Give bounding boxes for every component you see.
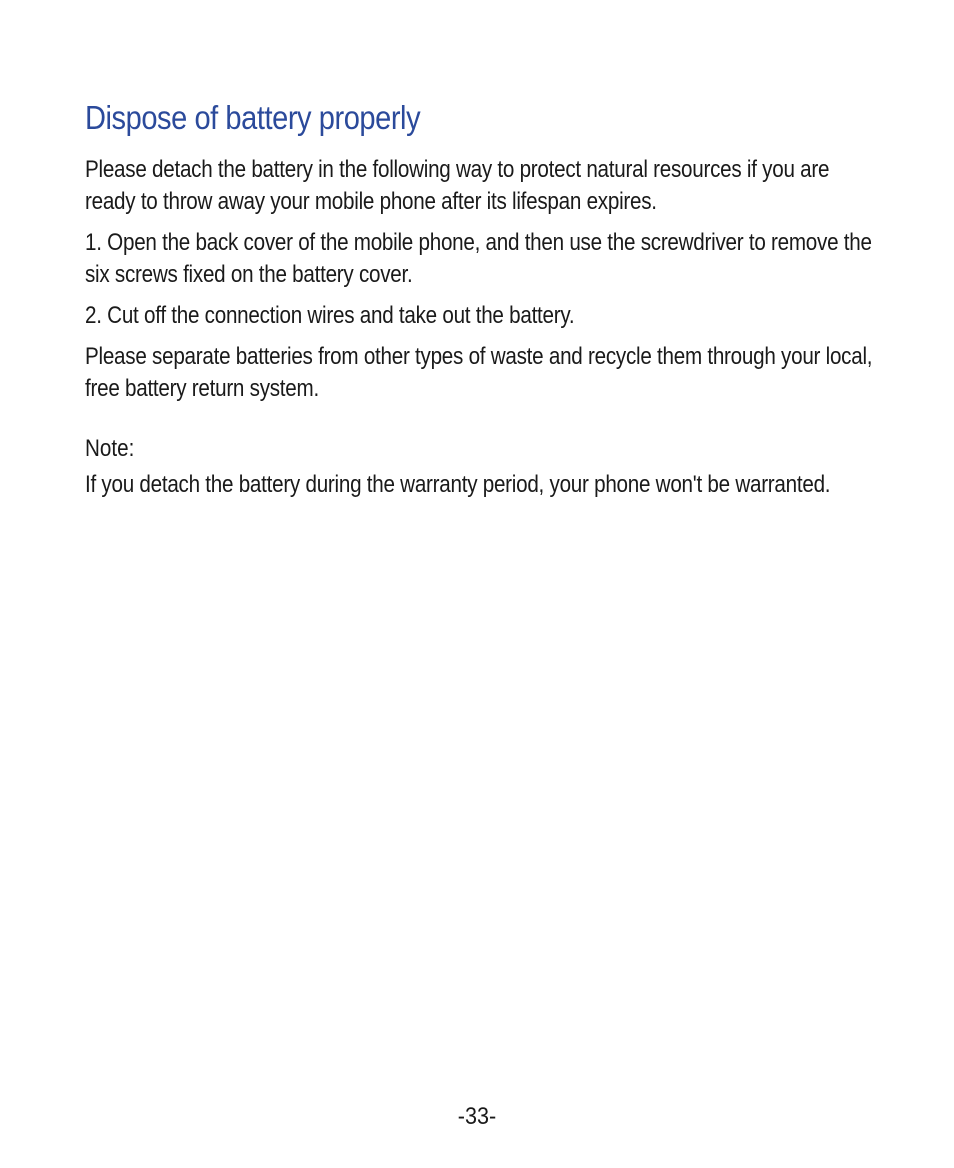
document-page bbox=[85, 96, 885, 510]
note-label: Note: bbox=[85, 435, 135, 462]
section-title: Dispose of battery properly bbox=[85, 99, 421, 136]
step-1-paragraph: 1. Open the back cover of the mobile phone, and then use the screwdriver to remove the six screws fixed on the battery cover. bbox=[85, 229, 872, 288]
recycle-paragraph: Please separate batteries from other types of waste and recycle them through your local, free battery return system. bbox=[85, 343, 873, 402]
note-text: If you detach the battery during the warranty period, your phone won't be warranted. bbox=[85, 471, 831, 498]
page-number: -33- bbox=[457, 1103, 497, 1130]
intro-paragraph: Please detach the battery in the following way to protect natural resources if you are ready to throw away your mobile phone after its lifespan expires. bbox=[85, 156, 830, 215]
step-2-paragraph: 2. Cut off the connection wires and take out the battery. bbox=[85, 302, 575, 329]
